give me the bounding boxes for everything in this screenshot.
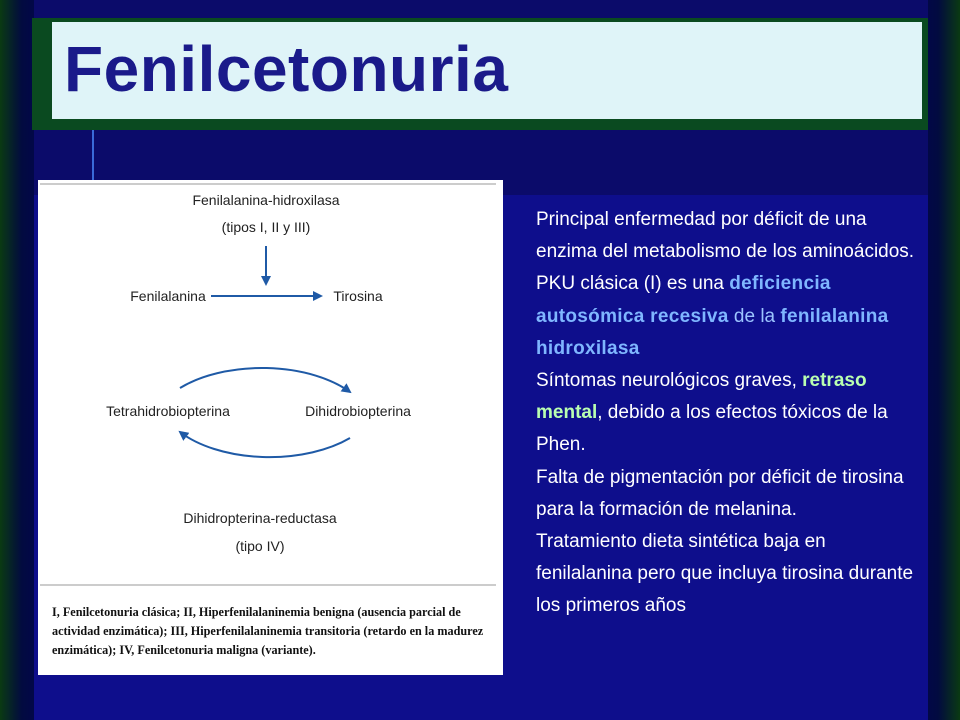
substrate-label: Fenilalanina [130, 288, 206, 304]
enzyme1-types: (tipos I, II y III) [221, 219, 311, 235]
symptoms-text-b: , debido a los efectos tóxicos de la Phen. [536, 402, 888, 456]
slide-title: Fenilcetonuria [64, 33, 509, 105]
paragraph-treatment: Tratamiento dieta sintética baja en fenilalanina pero que incluya tirosina durante los primeros años [536, 531, 914, 617]
pku-text-a: PKU clásica (I) es una [536, 273, 730, 295]
figure-caption: I, Fenilcetonuria clásica; II, Hiperfenilalaninemia benigna (ausencia parcial de actividad enzimática); III, Hiperfenilalaninemia transitoria (retardo en la madurez enzimática); IV, Fenilcetonuria maligna (variante). [52, 605, 484, 657]
title-banner [52, 22, 922, 119]
cofactor-oxidized-label: Dihidrobiopterina [305, 403, 411, 419]
oxidation-arc-arrow [180, 368, 350, 392]
accent-line [92, 130, 94, 180]
product-label: Tirosina [333, 288, 383, 304]
highlight-enzyme: fenilalanina hidroxilasa [536, 305, 889, 359]
paragraph-definition: Principal enfermedad por déficit de una enzima del metabolismo de los aminoácidos. [536, 209, 915, 263]
symptoms-text-a: Síntomas neurológicos graves, [536, 370, 803, 392]
highlight-retardation: retraso mental [536, 370, 867, 424]
paragraph-pigmentation: Falta de pigmentación por déficit de tirosina para la formación de melanina. [536, 466, 904, 520]
reduction-arc-arrow [180, 432, 350, 457]
content-text [536, 204, 921, 623]
pathway-figure [38, 180, 503, 675]
paragraph-symptoms [536, 365, 921, 462]
cofactor-reduced-label: Tetrahidrobiopterina [106, 403, 230, 419]
highlight-inheritance: deficiencia autosómica recesiva [536, 273, 831, 327]
pathway-diagram [38, 180, 503, 675]
enzyme2-name: Dihidropterina-reductasa [183, 510, 337, 526]
enzyme2-type: (tipo IV) [235, 538, 285, 554]
enzyme1-name: Fenilalanina-hidroxilasa [192, 192, 340, 208]
paragraph-pku-classic [536, 268, 921, 365]
pku-text-b: de la [728, 305, 781, 327]
